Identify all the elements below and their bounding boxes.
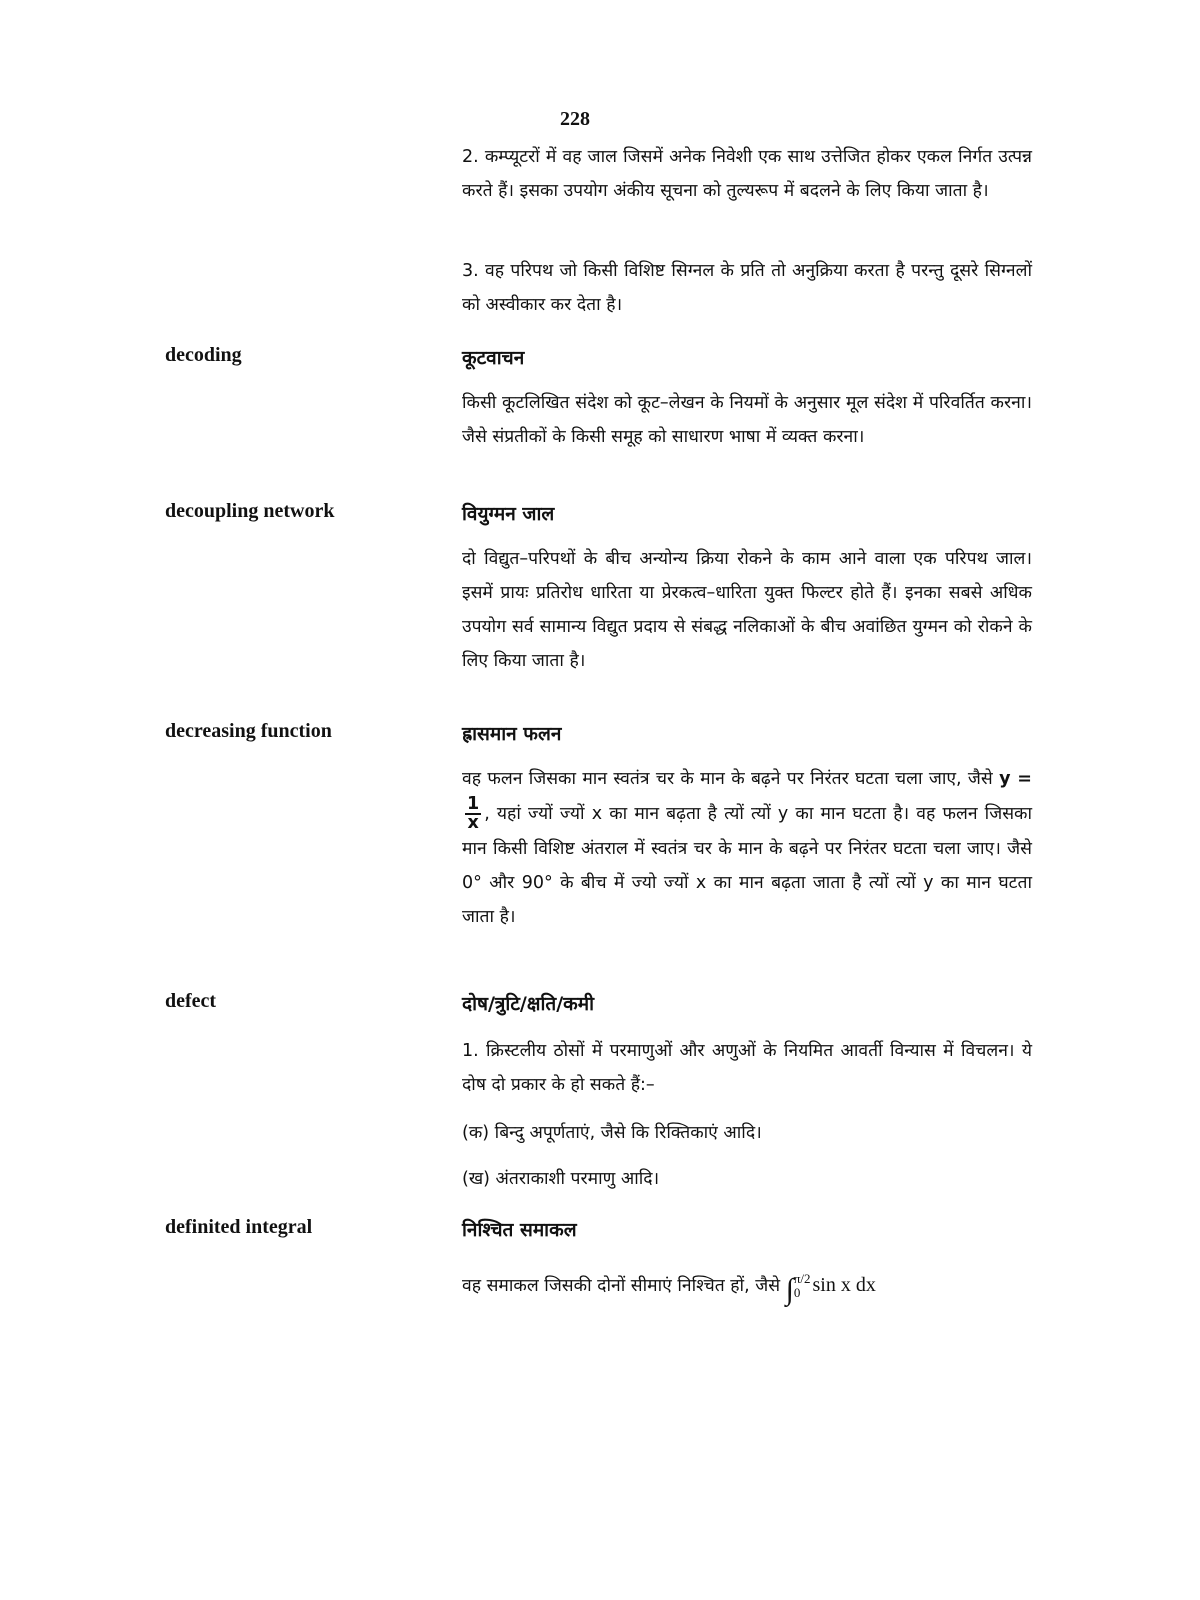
integral-sign-icon: ∫ (785, 1273, 794, 1306)
heading-decoupling-network: वियुग्मन जाल (462, 503, 555, 525)
page-number: 228 (560, 108, 590, 130)
heading-defect: दोष/त्रुटि/क्षति/कमी (462, 993, 595, 1015)
definition-paragraph: 1. क्रिस्टलीय ठोसों में परमाणुओं और अणुओं के नियमित आवर्ती विन्यास में विचलन। ये दोष दो प्रकार के हो सकते हैं:– (462, 1041, 1032, 1095)
fraction-denominator: x (467, 813, 479, 833)
fraction (465, 796, 481, 832)
definition-paragraph (462, 762, 1032, 934)
term-decreasing-function: decreasing function (165, 720, 332, 742)
definition-text: वह फलन जिसका मान स्वतंत्र चर के मान के बढ़ने पर निरंतर घटता चला जाए, जैसे (462, 769, 993, 789)
term-defect: defect (165, 990, 217, 1012)
fraction-numerator: 1 (467, 794, 480, 814)
definition-paragraph: 2. कम्प्यूटरों में वह जाल जिसमें अनेक निवेशी एक साथ उत्तेजित होकर एकल निर्गत उत्पन्न करते हैं। इसका उपयोग अंकीय सूचना को तुल्यरूप में बदलने के लिए किया जाता है। (462, 147, 1032, 201)
integrand: sin x dx (812, 1274, 876, 1296)
definition-text: वह समाकल जिसकी दोनों सीमाएं निश्चित हों, जैसे (462, 1276, 781, 1296)
heading-decreasing-function: ह्रासमान फलन (462, 723, 562, 745)
definition-paragraph (462, 1268, 1032, 1307)
lower-limit: 0 (793, 1285, 801, 1301)
term-decoupling-network: decoupling network (165, 500, 335, 522)
heading-definite-integral: निश्चित समाकल (462, 1219, 577, 1241)
term-decoding: decoding (165, 344, 242, 366)
integral-limits (794, 1272, 811, 1300)
definition-paragraph: दो विद्युत–परिपथों के बीच अन्योन्य क्रिया रोकने के काम आने वाला एक परिपथ जाल। इसमें प्रायः प्रतिरोध धारिता या प्रेरकत्व–धारिता युक्त फिल्टर होते हैं। इनका सबसे अधिक उपयोग सर्व सामान्य विद्युत प्रदाय से संबद्ध नलिकाओं के बीच अवांछित युग्मन को रोकने के लिए किया जाता है। (462, 549, 1032, 671)
formula-y: y = (999, 769, 1032, 789)
upper-limit: π/2 (793, 1271, 811, 1287)
term-definite-integral: definited integral (165, 1216, 313, 1238)
integral-expression (785, 1271, 876, 1306)
heading-decoding: कूटवाचन (462, 347, 525, 369)
definition-text: , यहां ज्यों ज्यों x का मान बढ़ता है त्यों त्यों y का मान घटता है। वह फलन जिसका मान किसी विशिष्ट अंतराल में स्वतंत्र चर के मान के बढ़ने पर निरंतर घटता चला जाए। जैसे 0° और 90° के बीच में ज्यो ज्यों x का मान बढ़ता जाता है त्यों त्यों y का मान घटता जाता है। (462, 804, 1032, 927)
definition-paragraph: किसी कूटलिखित संदेश को कूट–लेखन के नियमों के अनुसार मूल संदेश में परिवर्तित करना। जैसे संप्रतीकों के किसी समूह को साधारण भाषा में व्यक्त करना। (462, 393, 1032, 447)
list-item: (ख) अंतराकाशी परमाणु आदि। (462, 1169, 660, 1189)
list-item: (क) बिन्दु अपूर्णताएं, जैसे कि रिक्तिकाएं आदि। (462, 1123, 762, 1143)
definition-paragraph: 3. वह परिपथ जो किसी विशिष्ट सिग्नल के प्रति तो अनुक्रिया करता है परन्तु दूसरे सिग्नलों को अस्वीकार कर देता है। (462, 261, 1032, 315)
